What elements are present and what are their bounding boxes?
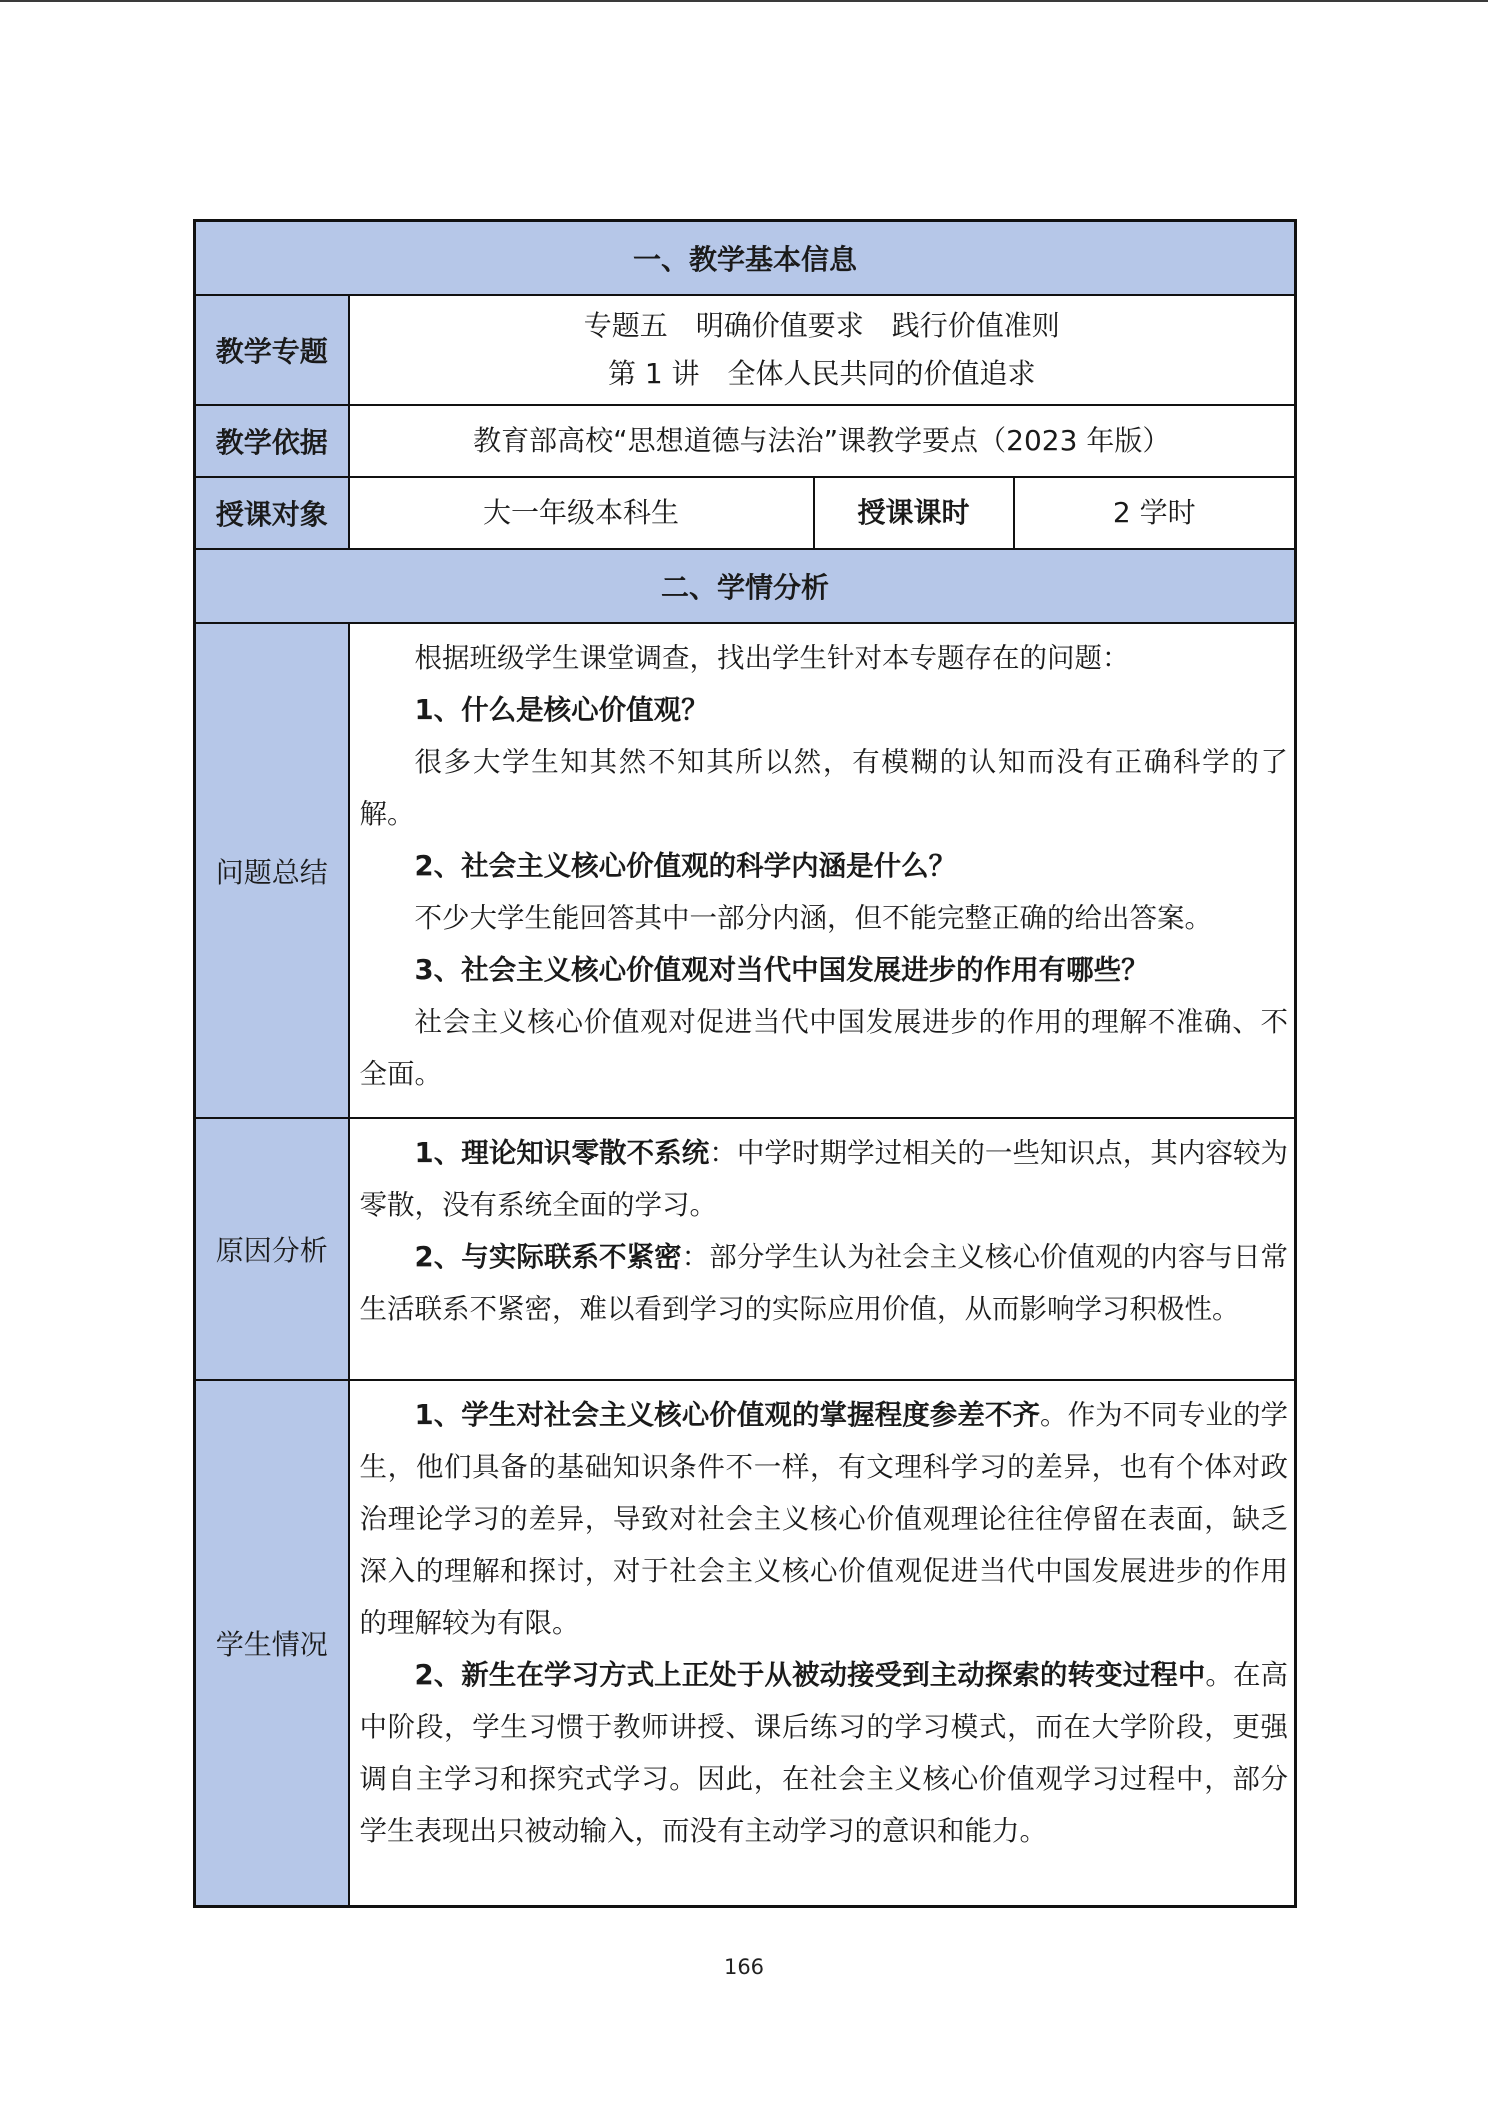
problem-question-3: 3、社会主义核心价值观对当代中国发展进步的作用有哪些？ <box>414 954 1149 986</box>
problem-answer-2: 不少大学生能回答其中一部分内涵，但不能完整正确的给出答案。 <box>414 902 1212 934</box>
student-situation-2-text: 。在高中阶段，学生习惯于教师讲授、课后练习的学习模式，而在大学阶段，更强调自主学习和探究式学习。因此，在社会主义核心价值观学习过程中，部分学生表现出只被动输入，而没有主动学习的意识和能力。 <box>359 1659 1289 1847</box>
problem-answer-3: 社会主义核心价值观对促进当代中国发展进步的作用的理解不准确、不全面。 <box>359 1006 1289 1090</box>
problems-content <box>349 623 1296 1118</box>
students-row <box>195 1380 1296 1906</box>
student-situation-2 <box>360 1649 1289 1857</box>
cause-2 <box>360 1231 1289 1335</box>
hours-label: 授课课时 <box>814 477 1014 549</box>
audience-row <box>195 477 1296 549</box>
cause-2-text: ：部分学生认为社会主义核心价值观的内容与日常生活联系不紧密，难以看到学习的实际应用价值，从而影响学习积极性。 <box>359 1241 1289 1325</box>
cause-1-title: 1、理论知识零散不系统 <box>414 1137 710 1169</box>
problem-question-2: 2、社会主义核心价值观的科学内涵是什么？ <box>414 850 957 882</box>
problem-answer-1: 很多大学生知其然不知其所以然，有模糊的认知而没有正确科学的了解。 <box>359 746 1289 830</box>
problem-question-1: 1、什么是核心价值观？ <box>414 694 709 726</box>
causes-row <box>195 1118 1296 1380</box>
teaching-info-table <box>193 219 1297 1908</box>
problems-label: 问题总结 <box>195 623 349 1118</box>
audience-label: 授课对象 <box>195 477 349 549</box>
topic-row <box>195 295 1296 405</box>
cause-1-text: ：中学时期学过相关的一些知识点，其内容较为零散，没有系统全面的学习。 <box>359 1137 1289 1221</box>
students-content <box>349 1380 1296 1906</box>
causes-label: 原因分析 <box>195 1118 349 1380</box>
students-label: 学生情况 <box>195 1380 349 1906</box>
cause-1 <box>360 1127 1289 1231</box>
topic-value <box>349 295 1296 405</box>
cause-2-title: 2、与实际联系不紧密 <box>414 1241 682 1273</box>
problems-intro: 根据班级学生课堂调查，找出学生针对本专题存在的问题： <box>414 642 1130 674</box>
basis-label: 教学依据 <box>195 405 349 477</box>
basis-row <box>195 405 1296 477</box>
student-situation-2-title: 2、新生在学习方式上正处于从被动接受到主动探索的转变过程中 <box>414 1659 1206 1691</box>
causes-content <box>349 1118 1296 1380</box>
student-situation-1 <box>360 1389 1289 1649</box>
topic-label: 教学专题 <box>195 295 349 405</box>
audience-value: 大一年级本科生 <box>349 477 814 549</box>
hours-value: 2 学时 <box>1014 477 1296 549</box>
topic-line2: 第 1 讲 全体人民共同的价值追求 <box>607 357 1036 390</box>
student-situation-1-text: 。作为不同专业的学生，他们具备的基础知识条件不一样，有文理科学习的差异，也有个体对政治理论学习的差异，导致对社会主义核心价值观理论往往停留在表面，缺乏深入的理解和探讨，对于社会主义核心价值观促进当代中国发展进步的作用的理解较为有限。 <box>359 1399 1289 1639</box>
page-number: 166 <box>723 1955 765 1979</box>
basis-value: 教育部高校“思想道德与法治”课教学要点（2023 年版） <box>349 405 1296 477</box>
section2-title: 二、学情分析 <box>195 549 1296 623</box>
section1-title: 一、教学基本信息 <box>195 221 1296 296</box>
student-situation-1-title: 1、学生对社会主义核心价值观的掌握程度参差不齐 <box>414 1399 1041 1431</box>
section2-header-row <box>195 549 1296 623</box>
section1-header-row <box>195 221 1296 296</box>
top-border-line <box>0 0 1488 2</box>
problems-row <box>195 623 1296 1118</box>
topic-line1: 专题五 明确价值要求 践行价值准则 <box>583 309 1060 342</box>
